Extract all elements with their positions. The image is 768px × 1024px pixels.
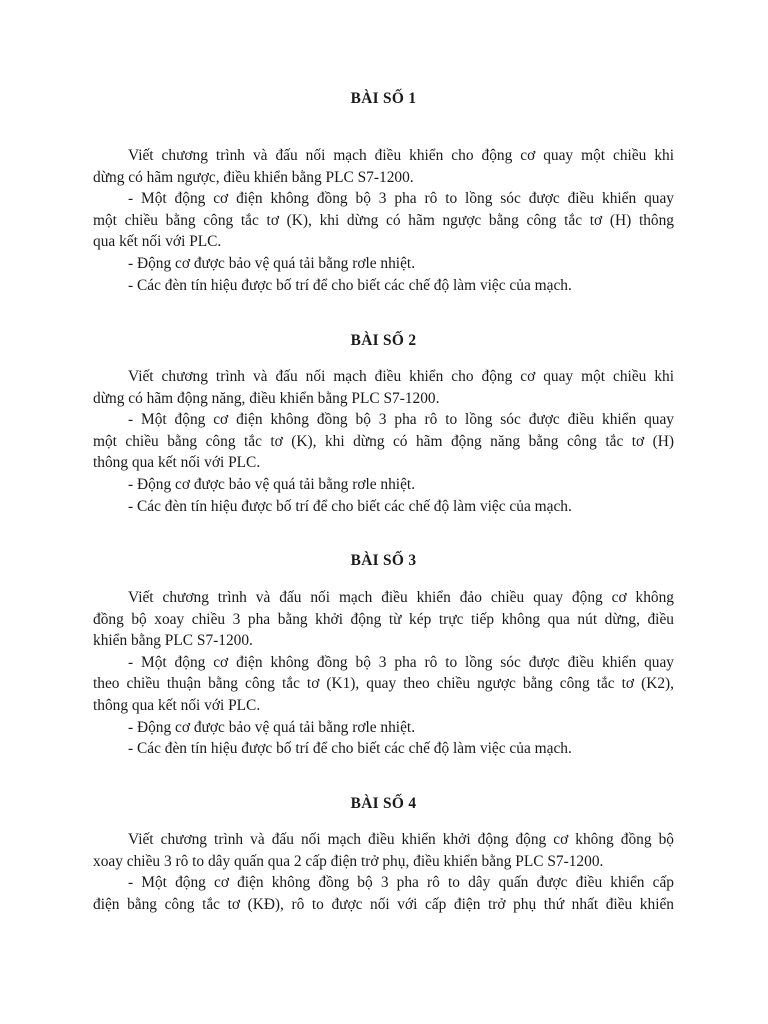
paragraph-line: - Các đèn tín hiệu được bố trí để cho biết các chế độ làm việc của mạch. [128,497,572,515]
paragraph-line: - Một động cơ điện không đồng bộ 3 pha rô to lồng sóc được điều khiển quay [128,190,674,208]
section-2 [93,330,674,352]
paragraph-line: Viết chương trình và đấu nối mạch điều khiển cho động cơ quay một chiều khi [128,368,674,385]
section-title: BÀI SỐ 1 [350,90,417,107]
paragraph-line: - Động cơ được bảo vệ quá tải bằng rơle nhiệt. [128,718,416,736]
paragraph-line: - Một động cơ điện không đồng bộ 3 pha rô to lồng sóc được điều khiển quay [128,411,674,429]
paragraph-line: dừng có hãm ngược, điều khiển bằng PLC S7-1200. [93,168,414,186]
section-3 [93,550,674,572]
section-1-body [93,145,674,296]
paragraph-line: đồng bộ xoay chiều 3 pha bằng khởi động từ kép trực tiếp không qua nút dừng, điều [93,610,674,628]
paragraph-line: thông qua kết nối với PLC. [93,454,261,472]
paragraph-line: điện bằng công tắc tơ (KĐ), rô to được nối với cấp điện trở phụ thứ nhất điều khiển [93,895,674,913]
paragraph-line: qua kết nối với PLC. [93,233,222,251]
section-3-body [93,587,674,760]
section-4-body [93,829,674,915]
paragraph-line: - Một động cơ điện không đồng bộ 3 pha rô to lồng sóc được điều khiển quay [128,653,674,671]
paragraph-line: Viết chương trình và đấu nối mạch điều khiển cho động cơ quay một chiều khi [128,147,674,164]
paragraph-line: - Động cơ được bảo vệ quá tải bằng rơle nhiệt. [128,254,416,272]
paragraph-line: - Các đèn tín hiệu được bố trí để cho biết các chế độ làm việc của mạch. [128,276,572,294]
paragraph-line: Viết chương trình và đấu nối mạch điều khiển đảo chiều quay động cơ không [128,589,674,606]
paragraph-line: Viết chương trình và đấu nối mạch điều khiển khởi động động cơ không đồng bộ [128,831,674,848]
paragraph-line: một chiều bằng công tắc tơ (K), khi dừng có hãm động năng bằng công tắc tơ (H) [93,432,674,450]
section-4 [93,793,674,815]
paragraph-line: một chiều bằng công tắc tơ (K), khi dừng có hãm ngược bằng công tắc tơ (H) thông [93,211,674,229]
paragraph-line: - Động cơ được bảo vệ quá tải bằng rơle nhiệt. [128,475,416,493]
section-title: BÀI SỐ 4 [350,795,417,812]
section-title: BÀI SỐ 2 [350,332,417,349]
paragraph-line: - Một động cơ điện không đồng bộ 3 pha rô to dây quấn được điều khiển cấp [128,874,674,892]
paragraph-line: theo chiều thuận bằng công tắc tơ (K1), quay theo chiều ngược bằng công tắc tơ (K2), [93,675,674,693]
section-2-body [93,366,674,517]
paragraph-line: xoay chiều 3 rô to dây quấn qua 2 cấp điện trở phụ, điều khiển bằng PLC S7-1200. [93,852,604,870]
section-title: BÀI SỐ 3 [350,552,417,569]
paragraph-line: dừng có hãm động năng, điều khiển bằng PLC S7-1200. [93,389,440,407]
paragraph-line: thông qua kết nối với PLC. [93,696,261,714]
paragraph-line: - Các đèn tín hiệu được bố trí để cho biết các chế độ làm việc của mạch. [128,740,572,758]
section-1 [93,88,674,110]
paragraph-line: khiển bằng PLC S7-1200. [93,632,253,650]
